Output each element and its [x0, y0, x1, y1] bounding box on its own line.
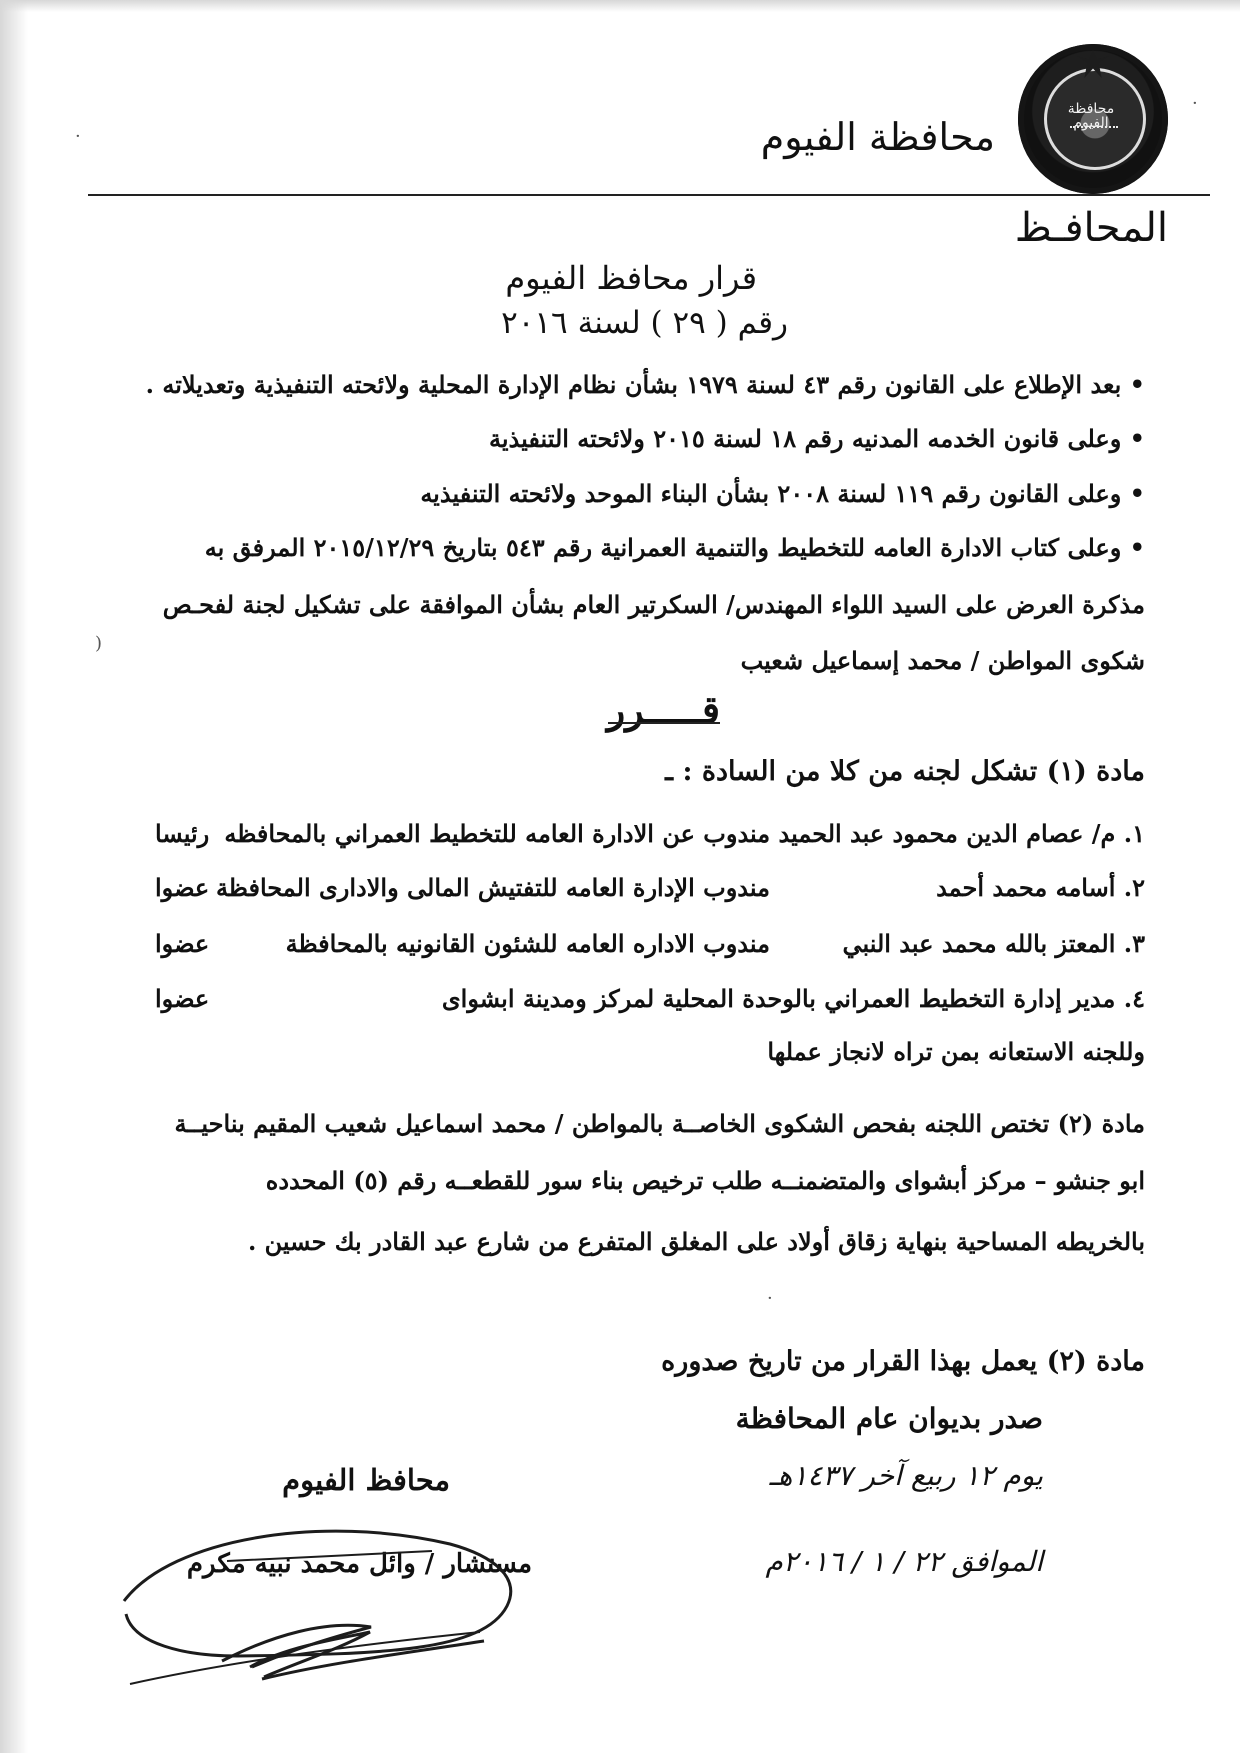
article-1-heading: مادة (١) تشكل لجنه من كلا من السادة : ـ [665, 756, 1145, 787]
preamble-line-2: • وعلى قانون الخدمه المدنيه رقم ١٨ لسنة ٢٠١٥ ولائحته التنفيذية [488, 424, 1145, 453]
committee-member-row [155, 929, 1145, 963]
issuance-gregorian-date: الموافق ٢٢ / ١ / ٢٠١٦م [765, 1545, 1043, 1578]
emblem-text: محافظة الفيوم [1067, 101, 1115, 131]
scan-speck: · [75, 126, 81, 147]
organization-title: محافظة الفيوم [760, 115, 995, 159]
committee-role-3: عضوا [155, 929, 210, 958]
governorate-emblem [1018, 44, 1168, 194]
article-2-line-3: بالخريطه المساحية بنهاية زقاق أولاد على المغلق المتفرع من شارع عبد القادر بك حسين . [247, 1227, 1145, 1256]
committee-member-3: ٣. المعتز بالله محمد عبد النبي [842, 929, 1145, 958]
scan-shadow-top [0, 0, 1240, 12]
scan-speck: · [1192, 93, 1198, 114]
emblem-decoration [1070, 126, 1118, 136]
decides-label: قـــــرر [606, 687, 720, 732]
committee-member-row [155, 984, 1145, 1018]
article-2-line-2: ابو جنشو – مركز أبشواى والمتضمنــه طلب ترخيص بناء سور للقطعــه رقم (٥) المحدده [265, 1166, 1145, 1195]
article-2-line-1: مادة (٢) تختص اللجنه بفحص الشكوى الخاصــة بالمواطن / محمد اسماعيل شعيب المقيم بناحيــة [174, 1109, 1145, 1138]
signature-title: محافظ الفيوم [282, 1463, 450, 1497]
committee-member-4: ٤. مدير إدارة التخطيط العمراني بالوحدة المحلية لمركز ومدينة ابشواى [441, 984, 1145, 1013]
preamble-line-4: • وعلى كتاب الادارة العامه للتخطيط والتنمية العمرانية رقم ٥٤٣ بتاريخ ٢٠١٥/١٢/٢٩ المرفق به [204, 533, 1145, 562]
issuance-location: صدر بديوان عام المحافظة [735, 1402, 1043, 1435]
preamble-line-5: مذكرة العرض على السيد اللواء المهندس/ السكرتير العام بشأن الموافقة على تشكيل لجنة لفحـص [162, 590, 1145, 619]
decision-title: قرار محافظ الفيوم [505, 259, 757, 297]
preamble-line-3: • وعلى القانون رقم ١١٩ لسنة ٢٠٠٨ بشأن البناء الموحد ولائحته التنفيذيه [420, 479, 1145, 508]
decides-underline [608, 722, 720, 724]
committee-member-3-delegation: مندوب الاداره العامه للشئون القانونيه بالمحافظة [285, 929, 770, 958]
committee-role-1: رئيسا [155, 819, 210, 848]
committee-member-1: ١. م/ عصام الدين محمود عبد الحميد مندوب عن الادارة العامه للتخطيط العمراني بالمحافظه [224, 819, 1145, 848]
preamble-line-6: شكوى المواطن / محمد إسماعيل شعيب [740, 646, 1145, 675]
header-divider [88, 194, 1210, 196]
signature-name: مستشار / وائل محمد نبيه مكرم [186, 1549, 532, 1579]
committee-member-2-delegation: مندوب الإدارة العامه للتفتيش المالى والادارى المحافظة [215, 873, 770, 902]
committee-role-4: عضوا [155, 984, 210, 1013]
committee-member-2: ٢. أسامه محمد أحمد [936, 873, 1145, 902]
governor-signature-block [112, 1456, 542, 1696]
committee-member-row [155, 819, 1145, 853]
committee-member-row [155, 873, 1145, 907]
scan-speck: · [767, 1288, 773, 1309]
committee-role-2: عضوا [155, 873, 210, 902]
committee-assistance-note: وللجنه الاستعانه بمن تراه لانجاز عملها [767, 1037, 1145, 1066]
handwritten-signature [112, 1456, 542, 1696]
scan-shadow-left [0, 0, 28, 1753]
scan-margin-mark: ) [95, 633, 103, 654]
article-3-heading: مادة (٢) يعمل بهذا القرار من تاريخ صدوره [661, 1346, 1145, 1377]
governor-label: المحافـظ [1014, 205, 1168, 251]
issuance-hijri-date: يوم ١٢ ربيع آخر ١٤٣٧هـ [769, 1459, 1043, 1492]
decision-number: رقم ( ٢٩ ) لسنة ٢٠١٦ [501, 305, 788, 341]
preamble-line-1: • بعد الإطلاع على القانون رقم ٤٣ لسنة ١٩٧٩ بشأن نظام الإدارة المحلية ولائحته التنفيذية وتعديلاته . [145, 370, 1145, 399]
